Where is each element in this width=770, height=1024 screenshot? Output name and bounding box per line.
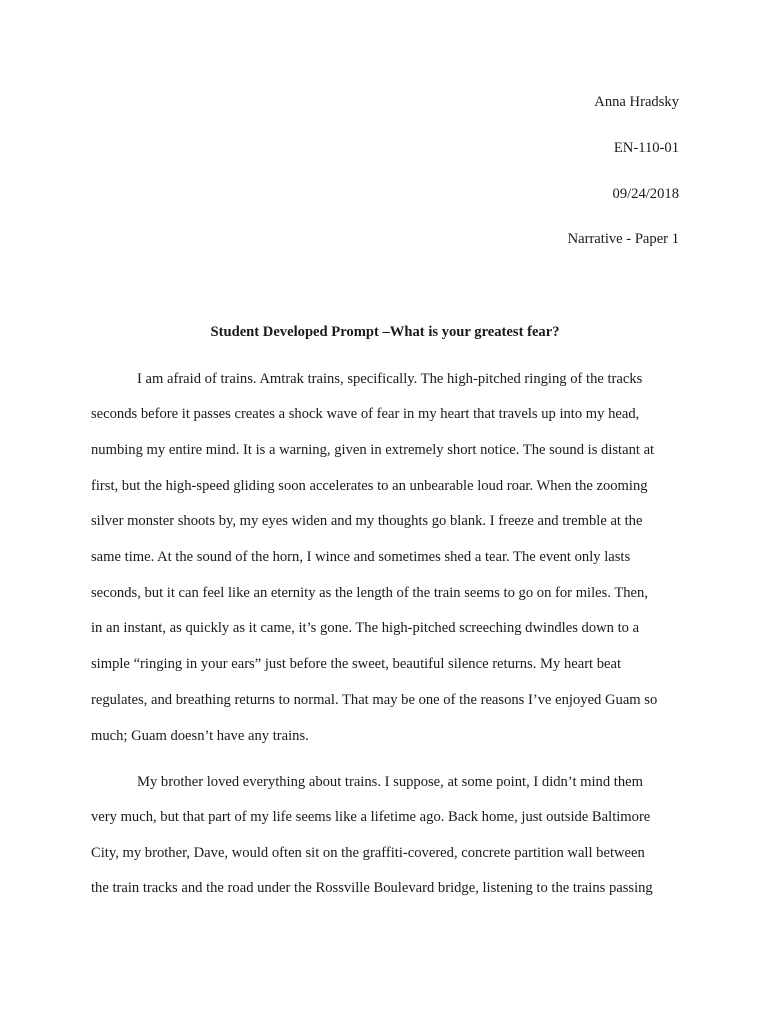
- paragraph-1-line-10: regulates, and breathing returns to normal. That may be one of the reasons I’ve enjoyed Guam so: [91, 692, 658, 708]
- assignment-name: Narrative - Paper 1: [567, 231, 679, 247]
- submission-date: 09/24/2018: [612, 186, 679, 202]
- paragraph-1-line-6: same time. At the sound of the horn, I wince and sometimes shed a tear. The event only lasts: [91, 549, 631, 565]
- paragraph-1-line-3: numbing my entire mind. It is a warning, given in extremely short notice. The sound is distant at: [91, 442, 655, 458]
- author-name: Anna Hradsky: [594, 94, 679, 110]
- paragraph-2-line-3: City, my brother, Dave, would often sit on the graffiti-covered, concrete partition wall between: [91, 845, 645, 861]
- paragraph-1-line-4: first, but the high-speed gliding soon accelerates to an unbearable loud roar. When the zooming: [91, 478, 648, 494]
- paragraph-2-line-2: very much, but that part of my life seems like a lifetime ago. Back home, just outside Baltimore: [91, 809, 651, 825]
- paragraph-1-line-5: silver monster shoots by, my eyes widen and my thoughts go blank. I freeze and tremble at the: [91, 513, 643, 529]
- paragraph-1-line-8: in an instant, as quickly as it came, it’s gone. The high-pitched screeching dwindles down to a: [91, 620, 640, 636]
- paragraph-1-line-2: seconds before it passes creates a shock wave of fear in my heart that travels up into my head,: [91, 406, 640, 422]
- essay-title: Student Developed Prompt –What is your greatest fear?: [210, 324, 560, 340]
- paragraph-1-line-9: simple “ringing in your ears” just before the sweet, beautiful silence returns. My heart beat: [91, 656, 622, 672]
- course-code: EN-110-01: [613, 140, 679, 156]
- paragraph-1-line-11: much; Guam doesn’t have any trains.: [91, 728, 309, 744]
- paragraph-2-line-4: the train tracks and the road under the Rossville Boulevard bridge, listening to the trains passing: [91, 880, 653, 896]
- paragraph-1-line-7: seconds, but it can feel like an eternity as the length of the train seems to go on for miles. Then,: [91, 585, 648, 601]
- paragraph-2-line-1: My brother loved everything about trains. I suppose, at some point, I didn’t mind them: [137, 774, 643, 790]
- paragraph-1-line-1: I am afraid of trains. Amtrak trains, specifically. The high-pitched ringing of the tracks: [137, 371, 643, 387]
